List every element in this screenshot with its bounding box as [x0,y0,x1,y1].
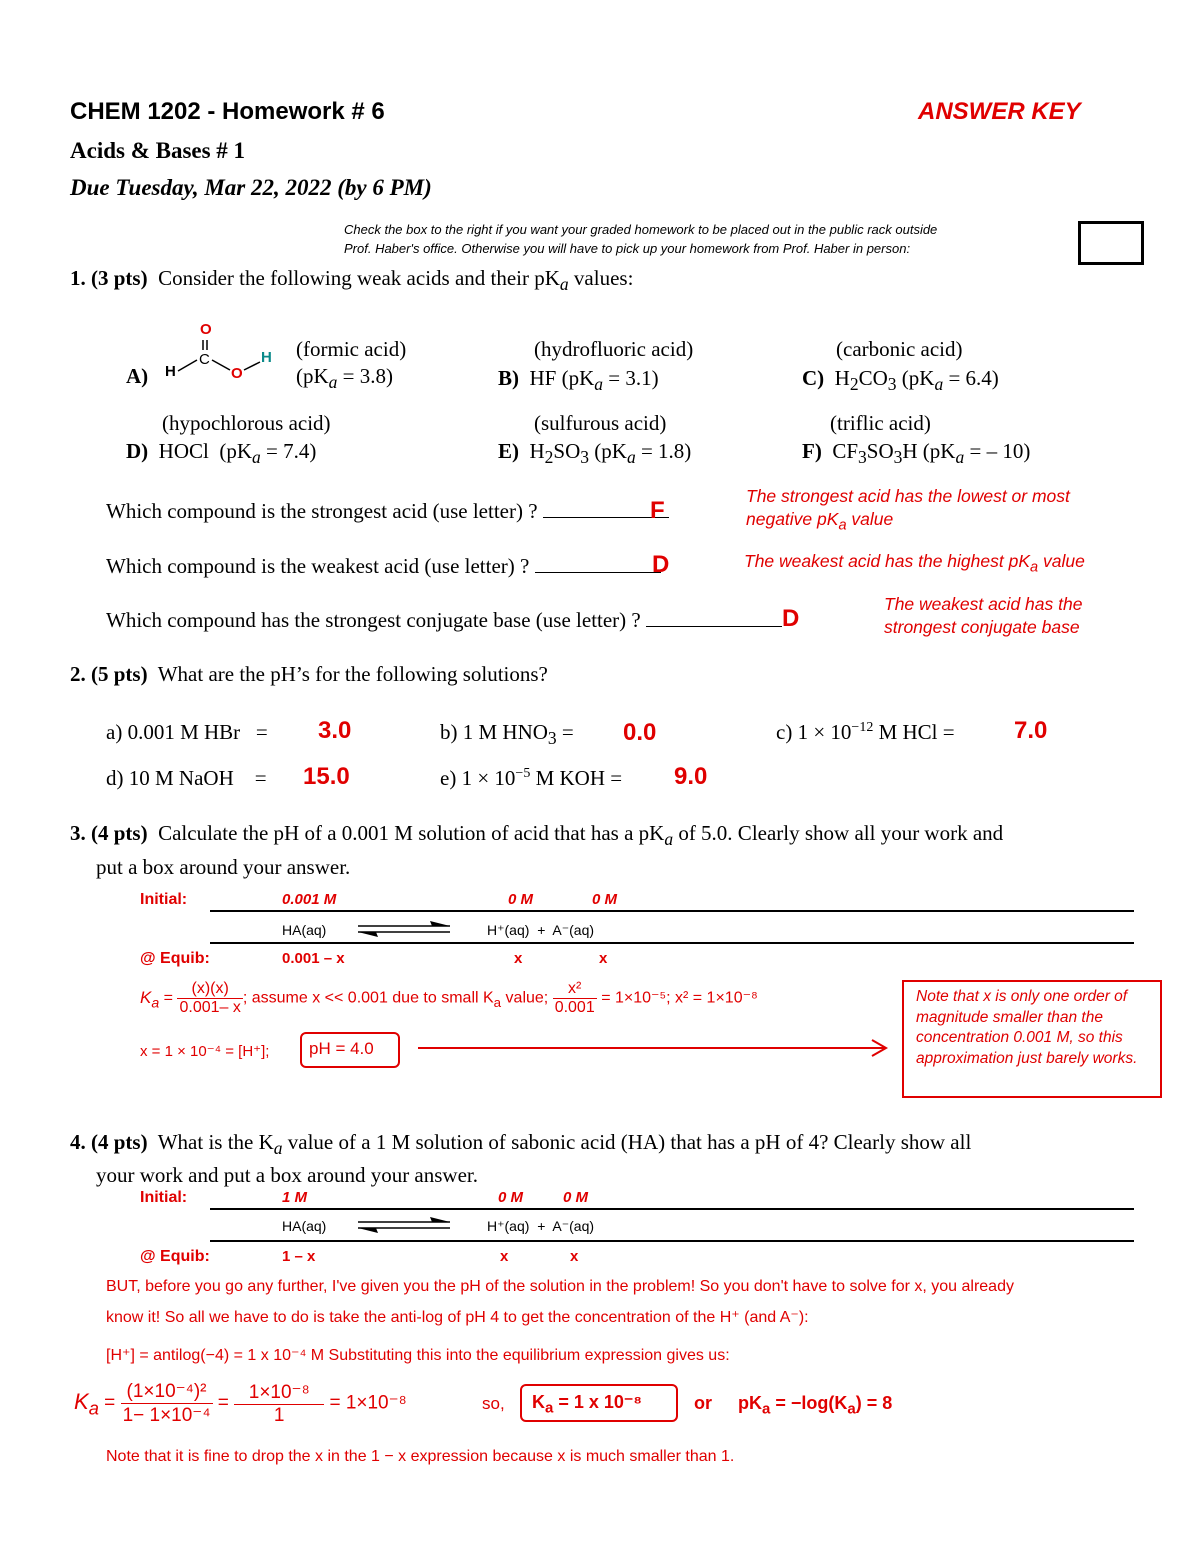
q2c-label: c) $1 \times 10^{-12}$ M HCl = [776,720,955,744]
q4-products: H⁺(aq) + A⁻(aq) [487,1218,595,1234]
answer-key-label: ANSWER KEY [918,98,1081,125]
q4-so: so, [482,1394,505,1413]
q1-strongest-answer: F [650,497,665,524]
q4-ka-calculation: $K_a$ = $\frac{\text{(1×10⁻⁴)²}}{\text{1− 1×10⁻⁴}}$ = $\frac{\text{1×10⁻⁸}}{1}$ = 1×10⁻⁸ [74,1381,407,1426]
equilibrium-arrows-icon-2 [354,1216,454,1234]
q3-eq-a: x [599,950,608,967]
q2a-label: a) 0.001 M HBr = [106,720,268,744]
q4-init-h: 0 M [498,1189,524,1206]
q4-init-ha: 1 M [282,1189,308,1206]
q3-prompt: 3. (4 pts) Calculate the pH of a 0.001 M solution of acid that has a $pK_a$ of 5.0. Clearly show all your work and [70,821,1004,850]
rack-note-line1: Check the box to the right if you want your graded homework to be placed out in the public rack outside [344,222,938,237]
oxygen-top-atom: O [200,321,212,338]
carbon-atom: C [199,351,210,368]
q4-paragraph-2: know it! So all we have to do is take the anti-log of pH 4 to get the concentration of the H⁺ (and A⁻): [106,1309,809,1326]
acid-d-name: (hypochlorous acid) [162,411,331,435]
q4-eq-h: x [500,1248,509,1265]
acid-a-name: (formic acid) [296,337,407,361]
q4-reactant: HA(aq) [282,1218,327,1234]
q3-table-line-bottom [210,942,1134,944]
q4-init-a: 0 M [563,1189,589,1206]
rack-note-line2: Prof. Haber's office. Otherwise you will have to pick up your homework from Prof. Haber in person: [344,241,911,256]
q3-eq-h: x [514,950,523,967]
q3-init-a: 0 M [592,891,618,908]
q2b-answer: 0.0 [623,719,657,746]
q3-x-line: x = 1 × 10⁻⁴ = [H⁺]; [140,1043,270,1060]
acid-f-formula: F) $CF_3SO_3H$ ($pK_a$ = – 10) [802,439,1031,468]
q4-eq-ha: 1 – x [282,1248,316,1265]
q4-final-note: Note that it is fine to drop the x in the 1 − x expression because x is much smaller than 1. [106,1448,735,1465]
q2e-answer: 9.0 [674,763,708,790]
q2d-answer: 15.0 [303,763,350,790]
acid-c-formula: C) $H_2CO_3$ $(pK_a = 6.4)$ [802,366,999,395]
q4-prompt-cont: your work and put a box around your answer. [96,1163,478,1187]
acid-d-formula: D) HOCl $(pK_a = 7.4)$ [126,439,317,468]
q3-equib-label: @ Equib: [140,950,210,967]
hydrogen-right-atom: H [261,349,272,366]
q1-conjugate-question: Which compound has the strongest conjugate base (use letter) ? [106,608,782,633]
q1-strongest-note: The strongest acid has the lowest or most negative $pK_a$ value [746,486,1070,534]
q4-initial-label: Initial: [140,1189,188,1206]
acid-b-formula: B) HF $(pK_a = 3.1)$ [498,366,659,395]
q3-table-line-top [210,910,1134,912]
q4-pka-answer: $pK_a = -\log(K_a) = 8$ [738,1393,893,1418]
q4-paragraph-1: BUT, before you go any further, I've given you the pH of the solution in the problem! So you don't have to solve for x, you already [106,1278,1014,1295]
due-date: Due Tuesday, Mar 22, 2022 (by 6 PM) [70,175,432,200]
acid-e-formula: E) $H_2SO_3$ $(pK_a = 1.8)$ [498,439,692,468]
hydrogen-left-atom: H [165,363,176,380]
q4-equib-label: @ Equib: [140,1248,210,1265]
q4-prompt: 4. (4 pts) What is the $K_a$ value of a 1 M solution of sabonic acid (HA) that has a pH of 4? Clearly show all [70,1130,972,1159]
q3-init-ha: 0.001 M [282,891,337,908]
acid-b-name: (hydrofluoric acid) [534,337,694,361]
q4-or: or [694,1393,712,1413]
q3-init-h: 0 M [508,891,534,908]
q3-products: H⁺(aq) + A⁻(aq) [487,922,595,938]
q3-reactant: HA(aq) [282,922,327,938]
acid-c-name: (carbonic acid) [836,337,963,361]
q2-prompt: 2. (5 pts) What are the pH’s for the following solutions? [70,662,548,686]
q1-conjugate-answer: D [782,605,800,632]
page-title: CHEM 1202 - Homework # 6 [70,98,385,125]
q4-table-line-top [210,1208,1134,1210]
acid-a-pka: $(pK_a = 3.8)$ [296,364,394,393]
q4-table-line-bottom [210,1240,1134,1242]
q1-weakest-note: The weakest acid has the highest $pK_a$ value [744,551,1085,576]
equilibrium-arrows-icon [354,920,454,938]
q2e-label: e) $1 \times 10^{-5}$ M KOH = [440,766,623,790]
subtitle: Acids & Bases # 1 [70,138,246,163]
q3-ph-answer: pH = 4.0 [309,1039,374,1058]
q4-eq-a: x [570,1248,579,1265]
acid-a-letter: A) [126,364,149,388]
q3-prompt-cont: put a box around your answer. [96,855,351,879]
q4-paragraph-3: [H⁺] = antilog(−4) = 1 x 10⁻⁴ M Substituting this into the equilibrium expression gives us: [106,1347,730,1364]
q2b-label: b) 1 M $HNO_3$ = [440,720,574,749]
q2a-answer: 3.0 [318,717,352,744]
q3-initial-label: Initial: [140,891,188,908]
formic-acid-structure [160,318,280,388]
acid-e-name: (sulfurous acid) [534,411,667,435]
q3-side-note: Note that x is only one order of magnitude smaller than the concentration 0.001 M, so this approximation just barely works. [916,988,1138,1067]
q1-weakest-question: Which compound is the weakest acid (use letter) ? [106,554,661,579]
q3-ka-expression: $K_a$ = $\frac{(x)(x)}{0.001- x}$ ; assume x << 0.001 due to small $K_a$ value; $\frac{\text{x²}}{0.001}$ = 1×10⁻⁵; x² = 1×10⁻⁸ [140,980,758,1016]
q3-eq-ha: 0.001 – x [282,950,345,967]
q2c-answer: 7.0 [1014,717,1048,744]
q1-prompt: 1. (3 pts) Consider the following weak acids and their $pK_a$ values: [70,266,634,295]
q1-conjugate-note: The weakest acid has the strongest conjugate base [884,594,1083,637]
q1-weakest-answer: D [652,551,670,578]
q3-arrow-icon [416,1038,896,1058]
rack-checkbox[interactable] [1078,221,1144,265]
oxygen-right-atom: O [231,365,243,382]
q2d-label: d) 10 M NaOH = [106,766,267,790]
q4-ka-answer: $K_a = 1$ x 10⁻⁸ [532,1392,642,1417]
acid-f-name: (triflic acid) [830,411,931,435]
q1-strongest-question: Which compound is the strongest acid (use letter) ? [106,499,669,524]
